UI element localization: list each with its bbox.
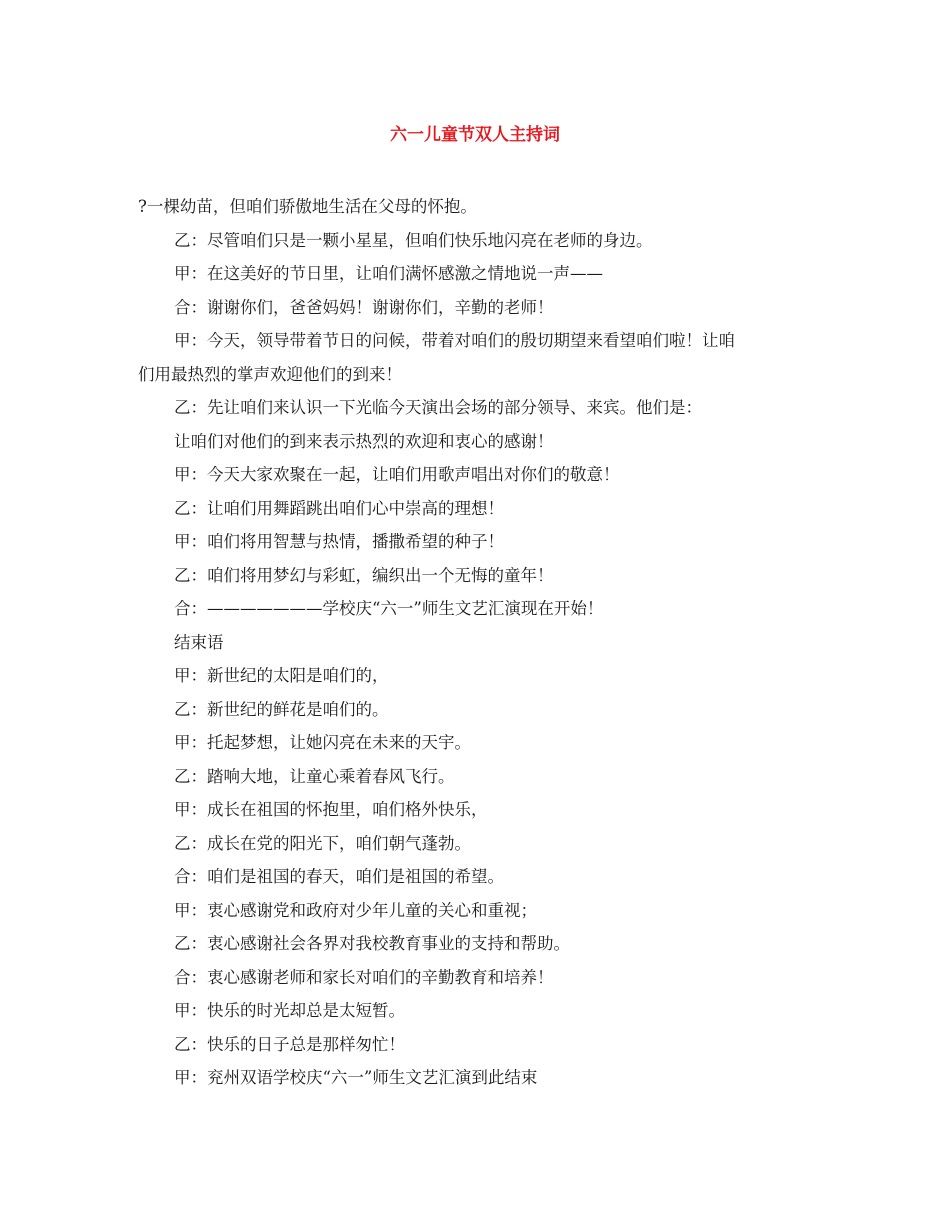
paragraph-line: 合：———————学校庆“六一”师生文艺汇演现在开始！ [174,599,604,618]
paragraph-line: 乙：新世纪的鲜花是咱们的。 [174,699,389,719]
paragraph-line: 乙：让咱们用舞蹈跳出咱们心中崇高的理想！ [174,498,504,518]
document-body [138,190,818,1095]
section-heading-closing: 结束语 [174,632,224,652]
paragraph-line: 甲：快乐的时光却总是太短暂。 [174,1001,405,1020]
paragraph-line: 甲：新世纪的太阳是咱们的， [174,666,389,685]
paragraph-line: 让咱们对他们的到来表示热烈的欢迎和衷心的感谢！ [174,431,554,451]
paragraph-line: 甲：今天大家欢聚在一起，让咱们用歌声唱出对你们的敬意！ [174,465,620,484]
paragraph-line: 合：衷心感谢老师和家长对咱们的辛勤教育和培养！ [174,967,554,987]
paragraph-line: 甲：衷心感谢党和政府对少年儿童的关心和重视； [174,900,537,920]
paragraph-line: ?一棵幼苗，但咱们骄傲地生活在父母的怀抱。 [138,197,477,216]
document-title: 六一儿童节双人主持词 [390,125,560,145]
paragraph-line: 甲：托起梦想，让她闪亮在未来的天宇。 [174,733,471,752]
paragraph-line: 乙：先让咱们来认识一下光临今天演出会场的部分领导、来宾。他们是： [174,398,702,417]
paragraph-line: 甲：兖州双语学校庆“六一”师生文艺汇演到此结束 [174,1068,538,1087]
paragraph-line: 乙：尽管咱们只是一颗小星星，但咱们快乐地闪亮在老师的身边。 [174,230,653,250]
paragraph-line: 乙：咱们将用梦幻与彩虹，编织出一个无悔的童年！ [174,565,554,585]
paragraph-line: 合：咱们是祖国的春天，咱们是祖国的希望。 [174,867,504,886]
paragraph-line: 甲：成长在祖国的怀抱里，咱们格外快乐， [174,800,488,819]
paragraph-line: 甲：在这美好的节日里，让咱们满怀感激之情地说一声—— [174,264,603,283]
paragraph-line: 们用最热烈的掌声欢迎他们的到来！ [138,364,402,384]
paragraph-line: 甲：今天，领导带着节日的问候，带着对咱们的殷切期望来看望咱们啦！让咱 [174,331,735,350]
paragraph-line: 合：谢谢你们，爸爸妈妈！谢谢你们，辛勤的老师！ [174,297,554,317]
paragraph-line: 乙：踏响大地，让童心乘着春风飞行。 [174,766,455,786]
paragraph-line: 乙：快乐的日子总是那样匆忙！ [174,1034,405,1054]
paragraph-line: 甲：咱们将用智慧与热情，播撒希望的种子！ [174,532,504,551]
paragraph-line: 乙：成长在党的阳光下，咱们朝气蓬勃。 [174,833,471,853]
paragraph-line: 乙：衷心感谢社会各界对我校教育事业的支持和帮助。 [174,934,570,953]
